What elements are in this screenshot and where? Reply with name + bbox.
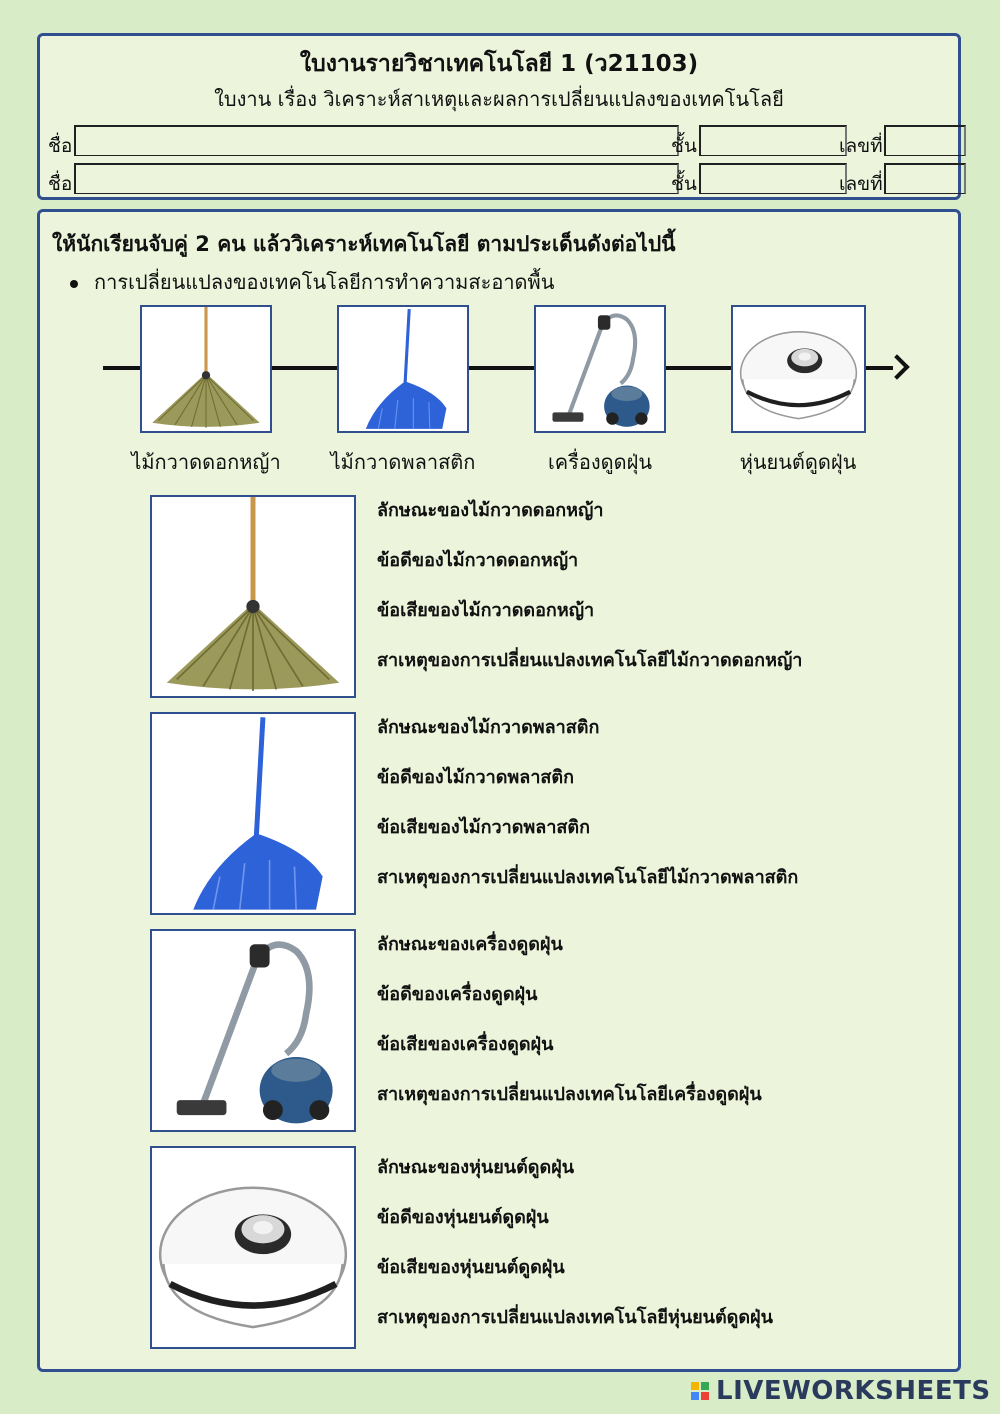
question-advantages: ข้อดีของเครื่องดูดฝุ่น [377, 984, 538, 1005]
question-cause: สาเหตุของการเปลี่ยนแปลงเทคโนโลยีหุ่นยนต์ดูดฝุ่น [377, 1307, 773, 1328]
vacuum-cleaner-icon [152, 931, 354, 1130]
bullet-item [70, 266, 554, 298]
bullet-dot-icon [70, 280, 78, 288]
timeline-image-vacuum [534, 305, 666, 433]
question-advantages: ข้อดีของไม้กวาดดอกหญ้า [377, 550, 579, 571]
question-characteristics: ลักษณะของเครื่องดูดฝุ่น [377, 934, 563, 955]
question-advantages: ข้อดีของหุ่นยนต์ดูดฝุ่น [377, 1207, 549, 1228]
timeline-image-grass-broom [140, 305, 272, 433]
bullet-text: การเปลี่ยนแปลงของเทคโนโลยีการทำความสะอาดพื้น [94, 270, 555, 294]
worksheet-title: ใบงานรายวิชาเทคโนโลยี 1 (ว21103) [299, 51, 699, 77]
timeline-label: เครื่องดูดฝุ่น [547, 450, 653, 474]
grass-broom-icon [152, 497, 354, 696]
plastic-broom-icon [339, 307, 467, 431]
class-input-1[interactable] [699, 125, 847, 156]
timeline-label: ไม้กวาดดอกหญ้า [131, 450, 281, 474]
robot-vacuum-icon [733, 307, 864, 431]
arrow-right-icon [884, 354, 909, 379]
timeline-label: หุ่นยนต์ดูดฝุ่น [739, 450, 857, 474]
class-label: ชั้น [671, 173, 697, 195]
question-disadvantages: ข้อเสียของไม้กวาดพลาสติก [377, 817, 591, 838]
name-label: ชื่อ [48, 173, 73, 195]
question-cause: สาเหตุของการเปลี่ยนแปลงเทคโนโลยีเครื่องดูดฝุ่น [377, 1084, 762, 1105]
timeline-image-plastic-broom [337, 305, 469, 433]
name-input-2[interactable] [74, 163, 679, 194]
worksheet-subtitle: ใบงาน เรื่อง วิเคราะห์สาเหตุและผลการเปลี่ยนแปลงของเทคโนโลยี [214, 87, 784, 111]
question-advantages: ข้อดีของไม้กวาดพลาสติก [377, 767, 575, 788]
instruction-text: ให้นักเรียนจับคู่ 2 คน แล้ววิเคราะห์เทคโนโลยี ตามประเด็นดังต่อไปนี้ [52, 232, 676, 256]
question-disadvantages: ข้อเสียของหุ่นยนต์ดูดฝุ่น [377, 1257, 565, 1278]
question-cause: สาเหตุของการเปลี่ยนแปลงเทคโนโลยีไม้กวาดพลาสติก [377, 867, 799, 888]
logo-tiles-icon [690, 1381, 712, 1401]
grass-broom-icon [142, 307, 270, 431]
vacuum-cleaner-icon [536, 307, 664, 431]
number-label: เลขที่ [839, 173, 883, 195]
class-input-2[interactable] [699, 163, 847, 194]
question-characteristics: ลักษณะของไม้กวาดดอกหญ้า [377, 500, 604, 521]
section-image-vacuum [150, 929, 356, 1132]
liveworksheets-logo [690, 1374, 991, 1408]
section-image-plastic-broom [150, 712, 356, 915]
question-disadvantages: ข้อเสียของไม้กวาดดอกหญ้า [377, 600, 595, 621]
section-image-grass-broom [150, 495, 356, 698]
logo-text: LIVEWORKSHEETS [716, 1376, 991, 1406]
number-label: เลขที่ [839, 135, 883, 157]
student-info-row-2 [48, 166, 952, 196]
main-panel [37, 209, 961, 1372]
student-info-row-1 [48, 128, 952, 158]
question-cause: สาเหตุของการเปลี่ยนแปลงเทคโนโลยีไม้กวาดดอกหญ้า [377, 650, 803, 671]
header-panel [37, 33, 961, 200]
plastic-broom-icon [152, 714, 354, 913]
question-characteristics: ลักษณะของหุ่นยนต์ดูดฝุ่น [377, 1157, 575, 1178]
name-input-1[interactable] [74, 125, 679, 156]
number-input-1[interactable] [884, 125, 966, 156]
timeline-image-robot-vacuum [731, 305, 866, 433]
name-label: ชื่อ [48, 135, 73, 157]
number-input-2[interactable] [884, 163, 966, 194]
class-label: ชั้น [671, 135, 697, 157]
timeline-label: ไม้กวาดพลาสติก [330, 450, 476, 474]
question-disadvantages: ข้อเสียของเครื่องดูดฝุ่น [377, 1034, 554, 1055]
question-characteristics: ลักษณะของไม้กวาดพลาสติก [377, 717, 600, 738]
robot-vacuum-icon [152, 1148, 354, 1347]
section-image-robot-vacuum [150, 1146, 356, 1349]
